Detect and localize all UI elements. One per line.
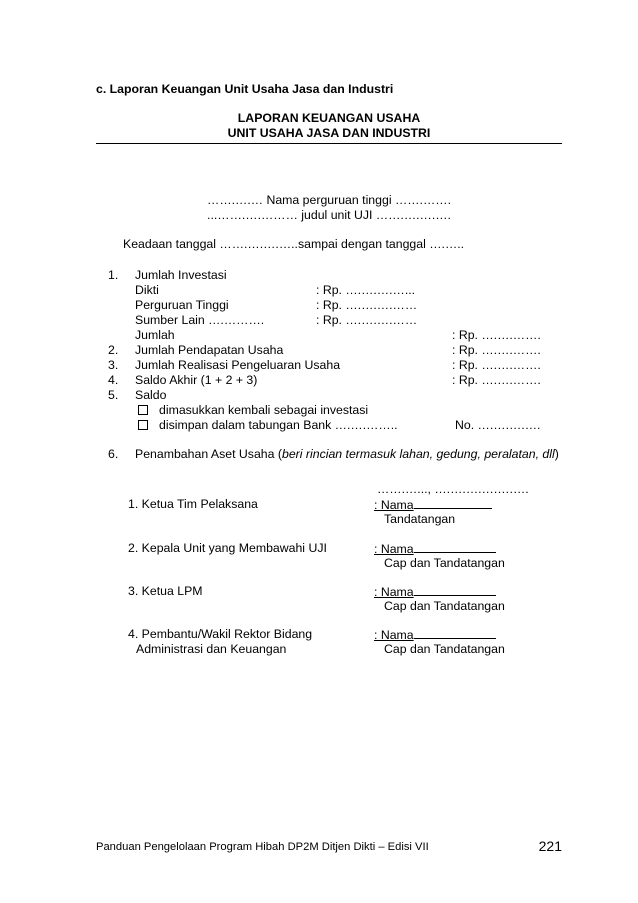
item-label: Perguruan Tinggi	[135, 298, 229, 312]
signature-line	[414, 541, 496, 553]
report-title-line1: LAPORAN KEUANGAN USAHA	[237, 111, 421, 125]
item-label: Jumlah Investasi	[135, 268, 227, 282]
item-label: Jumlah Realisasi Pengeluaran Usaha	[135, 358, 341, 372]
signatory-name	[374, 541, 496, 557]
item6-text	[135, 447, 562, 462]
signature-line	[414, 627, 496, 639]
signatory-name	[374, 497, 492, 513]
item-number: 4.	[108, 373, 119, 387]
signatory-caption: Cap dan Tandatangan	[384, 642, 505, 656]
signatory-role: 3. Ketua LPM	[128, 584, 203, 598]
signatory-name	[374, 584, 496, 600]
signatory-role: 4. Pembantu/Wakil Rektor Bidang	[128, 627, 313, 641]
section-heading: c. Laporan Keuangan Unit Usaha Jasa dan Industri	[96, 82, 394, 96]
institution-line: …….….… Nama perguruan tinggi …….…….	[207, 193, 451, 207]
item-value: : Rp. ….….….……	[316, 298, 418, 312]
page-number: 221	[538, 838, 562, 854]
item-number: 2.	[108, 343, 119, 357]
signatory-name	[374, 627, 496, 643]
signatory-role-line2: Administrasi dan Keuangan	[136, 642, 287, 656]
item-total: : Rp. ….….…….	[452, 373, 541, 387]
item-value: : Rp. ….….….…...	[316, 283, 416, 297]
name-label: : Nama	[374, 628, 414, 642]
signature-line	[414, 497, 492, 509]
unit-line: ...…….….……… judul unit UJI …….….….….	[207, 208, 451, 222]
item-total: : Rp. ….….…….	[452, 343, 541, 357]
signatory-caption: Cap dan Tandatangan	[384, 599, 505, 613]
item-total: : Rp. ….….…….	[452, 358, 541, 372]
report-title-line2: UNIT USAHA JASA DAN INDUSTRI	[227, 126, 431, 140]
item-total: : Rp. ….….…….	[452, 328, 541, 342]
item-label: Dikti	[135, 283, 159, 297]
item-number: 6.	[108, 447, 119, 461]
title-rule	[96, 143, 562, 144]
item-number: 5.	[108, 388, 119, 402]
item-label: Saldo Akhir (1 + 2 + 3)	[135, 373, 258, 387]
footer-text: Panduan Pengelolaan Program Hibah DP2M Ditjen Dikti – Edisi VII	[96, 841, 429, 853]
item-number: 1.	[108, 268, 119, 282]
signatory-caption: Tandatangan	[384, 512, 456, 526]
place-date: …….…..., ….….….….….….	[377, 482, 529, 496]
period-line: Keadaan tanggal …….….….…..sampai dengan tanggal ….…..	[123, 237, 465, 251]
item-label: Saldo	[135, 388, 167, 402]
item-value: : Rp. ….….….……	[316, 313, 418, 327]
name-label: : Nama	[374, 585, 414, 599]
saldo-option-bank	[138, 418, 398, 433]
item-label: Jumlah	[135, 328, 175, 342]
item-label: Sumber Lain ….……….	[135, 313, 265, 327]
item6-prefix: Penambahan Aset Usaha (	[135, 447, 282, 461]
signatory-role: 2. Kepala Unit yang Membawahi UJI	[128, 541, 327, 555]
item6-suffix: )	[554, 447, 559, 461]
signature-line	[414, 584, 496, 596]
checkbox-icon	[138, 420, 148, 430]
saldo-option-label: disimpan dalam tabungan Bank ….….……..	[159, 418, 398, 432]
item6-italic: beri rincian termasuk lahan, gedung, peralatan, dll	[281, 447, 555, 461]
item-number: 3.	[108, 358, 119, 372]
name-label: : Nama	[374, 542, 414, 556]
item-label: Jumlah Pendapatan Usaha	[135, 343, 284, 357]
saldo-option-label: dimasukkan kembali sebagai investasi	[159, 403, 369, 417]
signatory-caption: Cap dan Tandatangan	[384, 556, 505, 570]
saldo-option-reinvest	[138, 403, 368, 418]
signatory-role: 1. Ketua Tim Pelaksana	[128, 497, 258, 511]
checkbox-icon	[138, 405, 148, 415]
name-label: : Nama	[374, 498, 414, 512]
bank-account-number: No. ….….….….	[455, 418, 541, 432]
